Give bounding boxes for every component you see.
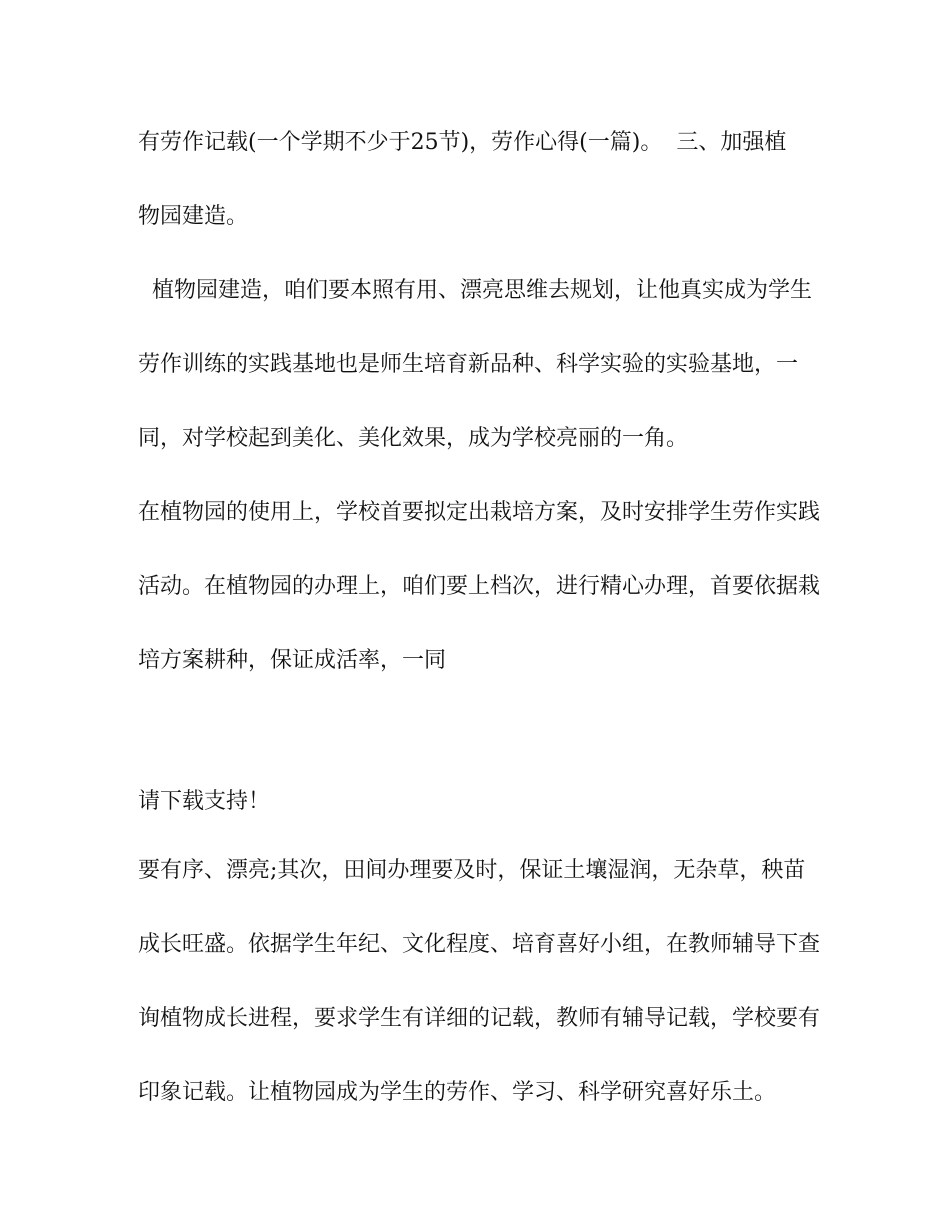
paragraph-line: 物园建造。 xyxy=(138,204,249,229)
paragraph-line: 劳作训练的实践基地也是师生培育新品种、科学实验的实验基地，一 xyxy=(138,352,799,377)
download-support-note: 请下载支持！ xyxy=(138,789,271,814)
paragraph-line: 有劳作记载(一个学期不少于25节)，劳作心得(一篇)。 三、加强植 xyxy=(138,130,787,155)
paragraph-line: 要有序、漂亮;其次，田间办理要及时，保证土壤湿润，无杂草，秧苗 xyxy=(138,858,806,883)
paragraph-line: 培方案耕种，保证成活率，一同 xyxy=(138,648,447,673)
paragraph-line: 植物园建造，咱们要本照有用、漂亮思维去规划，让他真实成为学生 xyxy=(138,278,812,303)
paragraph-line: 询植物成长进程，要求学生有详细的记载，教师有辅导记载，学校要有 xyxy=(138,1006,821,1031)
paragraph-line: 在植物园的使用上，学校首要拟定出栽培方案，及时安排学生劳作实践 xyxy=(138,500,821,525)
paragraph-line: 活动。在植物园的办理上，咱们要上档次，进行精心办理，首要依据栽 xyxy=(138,574,821,599)
paragraph-line: 同，对学校起到美化、美化效果，成为学校亮丽的一角。 xyxy=(138,426,689,451)
paragraph-line: 成长旺盛。依据学生年纪、文化程度、培育喜好小组，在教师辅导下查 xyxy=(138,932,821,957)
paragraph-line: 印象记载。让植物园成为学生的劳作、学习、科学研究喜好乐土。 xyxy=(138,1080,777,1105)
